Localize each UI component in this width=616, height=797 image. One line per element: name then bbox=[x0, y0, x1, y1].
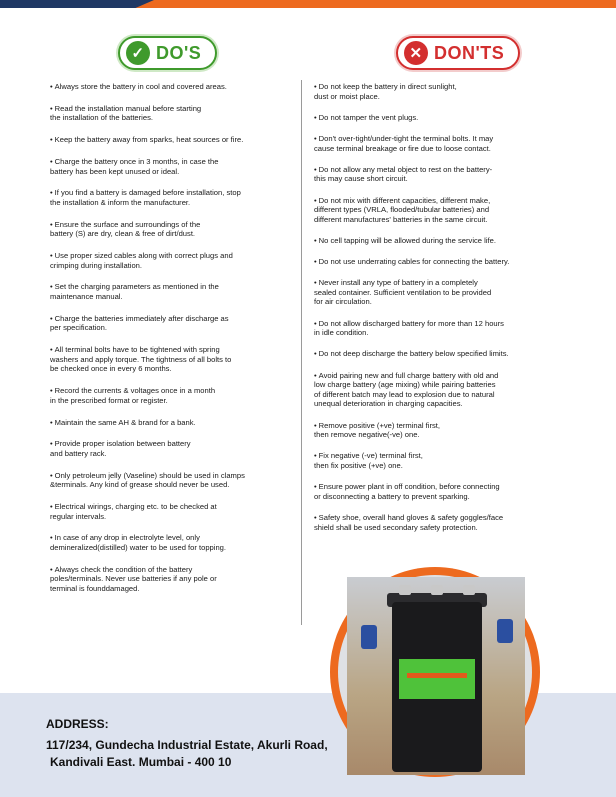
address-line-2: Kandivali East. Mumbai - 400 10 bbox=[50, 755, 232, 769]
dos-badge bbox=[118, 36, 217, 70]
donts-badge bbox=[396, 36, 520, 70]
battery-terminal bbox=[399, 585, 411, 595]
list-item: • Use proper sized cables along with correct plugs and crimping during installation. bbox=[50, 251, 233, 270]
list-item: • Charge the batteries immediately after discharge as per specification. bbox=[50, 313, 229, 333]
list-item: • Ensure the surface and surroundings of the battery (S) are dry, clean & free of dirt/dust. bbox=[50, 219, 201, 239]
list-item: • Always store the battery in cool and covered areas. bbox=[50, 82, 227, 91]
battery-terminal bbox=[463, 585, 475, 595]
donts-list bbox=[314, 82, 568, 544]
list-item: • Never install any type of battery in a completely sealed container. Sufficient ventilation to be provided for air circulation. bbox=[314, 278, 492, 307]
list-item: • Fix negative (-ve) terminal first, then fix positive (+ve) one. bbox=[314, 451, 423, 470]
list-item: • Do not tamper the vent plugs. bbox=[314, 112, 419, 122]
cable-clamp-left bbox=[361, 625, 377, 649]
list-item: • Only petroleum jelly (Vaseline) should be used in clamps &terminals. Any kind of grease should never be used. bbox=[50, 470, 245, 490]
cable-clamp-right bbox=[497, 619, 513, 643]
address-heading: ADDRESS: bbox=[46, 717, 109, 731]
list-item: • In case of any drop in electrolyte level, only demineralized(distilled) water to be used for topping. bbox=[50, 533, 227, 553]
list-item: • Electrical wirings, charging etc. to be checked at regular intervals. bbox=[50, 502, 217, 521]
list-item: • Remove positive (+ve) terminal first, then remove negative(-ve) one. bbox=[314, 420, 440, 440]
battery-label-stripe bbox=[407, 673, 467, 678]
dos-badge-label: DO'S bbox=[156, 42, 202, 63]
list-item: • Keep the battery away from sparks, heat sources or fire. bbox=[50, 135, 244, 145]
list-item: • Record the currents & voltages once in a month in the prescribed format or register. bbox=[50, 386, 216, 405]
column-divider bbox=[301, 80, 302, 625]
list-item: • Do not deep discharge the battery below specified limits. bbox=[314, 349, 509, 359]
donts-badge-label: DON'TS bbox=[434, 42, 505, 63]
list-item: • Do not allow any metal object to rest on the battery- this may cause short circuit. bbox=[314, 164, 493, 184]
list-item: • Do not keep the battery in direct sunlight, dust or moist place. bbox=[314, 82, 457, 101]
list-item: • Provide proper isolation between battery and battery rack. bbox=[50, 439, 191, 458]
x-icon: ✕ bbox=[404, 41, 428, 65]
address-block bbox=[46, 716, 328, 771]
battery-label bbox=[399, 659, 475, 699]
list-item: • Read the installation manual before starting the installation of the batteries. bbox=[50, 103, 202, 123]
list-item: • All terminal bolts have to be tightened with spring washers and apply torque. The tightness of all bolts to be checked once in every 6 months. bbox=[50, 345, 232, 374]
list-item: • Do not use underrating cables for connecting the battery. bbox=[314, 257, 510, 267]
list-item: • Charge the battery once in 3 months, in case the battery has been kept unused or ideal. bbox=[50, 156, 219, 176]
list-item: • Avoid pairing new and full charge battery with old and low charge battery (age mixing) while pairing batteries of different batch may lead to explosion due to natural unequal deterioration in charging capacities. bbox=[314, 370, 499, 409]
dos-list bbox=[50, 82, 290, 606]
check-icon: ✓ bbox=[126, 41, 150, 65]
list-item: • Maintain the same AH & brand for a bank. bbox=[50, 417, 196, 427]
list-item: • Always check the condition of the battery poles/terminals. Never use batteries if any pole or terminal is founddamaged. bbox=[50, 564, 217, 593]
address-line-1: 117/234, Gundecha Industrial Estate, Akurli Road, bbox=[46, 738, 328, 752]
list-item: • Ensure power plant in off condition, before connecting or disconnecting a battery to prevent sparking. bbox=[314, 482, 500, 501]
list-item: • Do not mix with different capacities, different make, different types (VRLA, flooded/tubular batteries) and different manufactures' batteries in the same circuit. bbox=[314, 195, 491, 224]
battery-terminal bbox=[431, 585, 443, 595]
list-item: • Set the charging parameters as mentioned in the maintenance manual. bbox=[50, 282, 219, 302]
list-item: • No cell tapping will be allowed during the service life. bbox=[314, 235, 496, 245]
list-item: • Safety shoe, overall hand gloves & safety goggles/face shield shall be used secondary safety protection. bbox=[314, 512, 504, 532]
list-item: • Do not allow discharged battery for more than 12 hours in idle condition. bbox=[314, 318, 504, 338]
battery-photo bbox=[347, 577, 525, 775]
list-item: • If you find a battery is damaged before installation, stop the installation & inform the manufacturer. bbox=[50, 188, 241, 207]
list-item: • Don't over-tight/under-tight the terminal bolts. It may cause terminal breakage or fire due to loose contact. bbox=[314, 133, 494, 153]
